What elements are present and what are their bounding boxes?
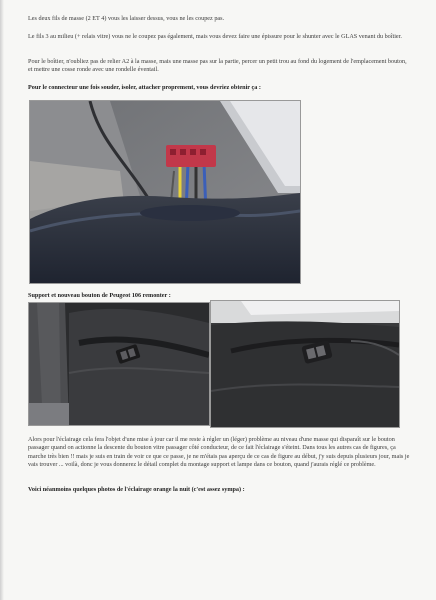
section-title: Support et nouveau bouton de Peugeot 106 remonter : — [28, 292, 171, 299]
scan-edge — [0, 0, 4, 600]
door-panel-switch-photo-right — [210, 300, 400, 428]
paragraph-lighting: Alors pour l'éclairage cela fera l'objet d'une mise à jour car il me reste à régler un (léger) problème au niveau d'une masse qui disparaît sur le bouton passager quand on actionne la descente du bouton vitre passager côté conducteur, de ce fait l'éclairage s'éteint. Dans tous les autres cas de figures, ça marche très bien !! mais je suis en train de voir ce que ce passe, je ne m'étais pas aperçu de ce cas de figure au début, j'y suis depuis plusieurs jour, mais je vais trouver ... voilà, donc je vous donnerez le détail complet du montage support et lampe dans ce bouton, quand j'aurais réglé ce problème. — [28, 436, 410, 469]
wiring-photo-svg — [30, 101, 300, 283]
left-door-photo-svg — [29, 303, 209, 425]
door-panel-switch-photo-left — [28, 302, 210, 426]
paragraph-ground-wires: Les deux fils de masse (2 ET 4) vous les laisser dessus, vous ne les coupez pas. — [28, 15, 225, 22]
paragraph-middle-wire: Le fils 3 au milieu (+ relais vitre) vous ne le coupez pas également, mais vous devez faire une épissure pour le shunter avec le GLAS venant du boîtier. — [28, 33, 402, 40]
paragraph-boitier: Pour le boîtier, n'oubliez pas de relier A2 à la masse, mais une masse pas sur la partie, percer un petit trou au fond du logement de l'emplacement bouton, et mettre une cosse ronde avec une rondelle éventail. — [28, 58, 407, 74]
paragraph-connector: Pour le connecteur une fois souder, isoler, attacher proprement, vous devriez obtenir ça : — [28, 84, 261, 91]
paragraph-closing: Voici néanmoins quelques photos de l'éclairage orange la nuit (c'est assez sympa) : — [28, 486, 245, 493]
right-door-photo-svg — [211, 301, 399, 427]
car-connector-wiring-photo — [29, 100, 301, 284]
